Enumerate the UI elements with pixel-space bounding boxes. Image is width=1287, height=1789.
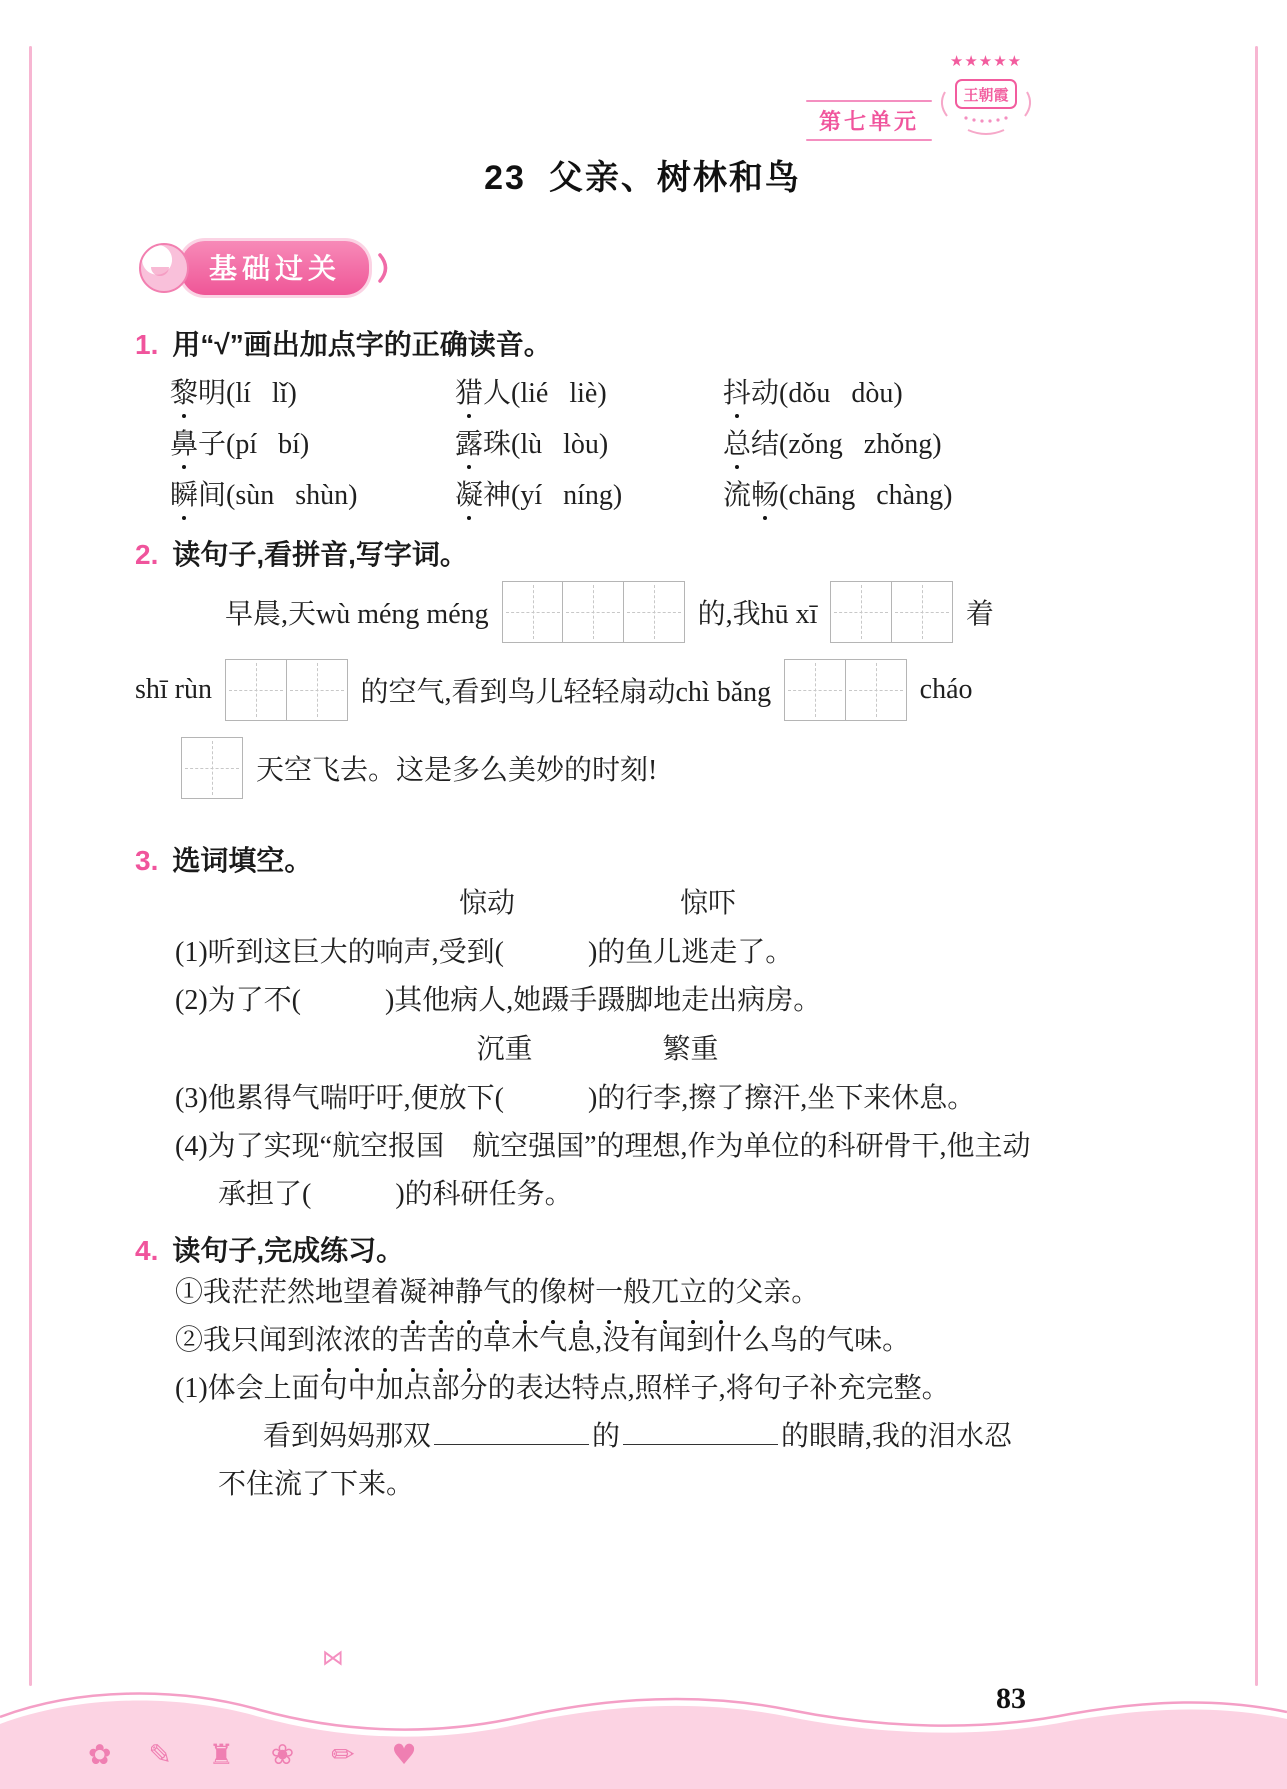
dotted-text: 鼻 [170,429,199,460]
q1-item [723,479,1150,513]
writing-boxes[interactable] [830,581,953,643]
footer-wave [0,1669,1287,1789]
dotted-text: 猎 [455,378,484,409]
q1-item [170,428,455,462]
question-3 [135,839,1150,1219]
q4-completion-line [263,1413,1150,1461]
answer-blank[interactable] [434,1416,589,1445]
question-1-head [135,323,1150,363]
writing-cell[interactable] [830,581,892,643]
q3-line: (2)为了不( )其他病人,她蹑手蹑脚地走出病房。 [175,985,822,1016]
dotted-text: 凝神静气的像树一般兀立的 [399,1277,735,1308]
writing-boxes[interactable] [784,659,907,721]
writing-cell[interactable] [891,581,953,643]
text-run: 看到妈妈那双 [263,1421,432,1452]
writing-cell[interactable] [181,737,243,799]
word-option: 沉重 [476,1034,533,1065]
q1-item [723,428,1150,462]
section-badge: 基础过关 [181,241,369,295]
question-2-title: 读句子,看拼音,写字词。 [172,539,468,570]
question-2-head [135,533,1150,573]
q1-item [723,377,1150,411]
writing-cell[interactable] [286,659,348,721]
writing-boxes[interactable] [502,581,685,643]
stamp-ribbon-icon [968,130,1004,134]
answer-blank[interactable] [623,1416,778,1445]
unit-label [806,100,932,141]
question-3-title: 选词填空。 [172,845,313,876]
writing-cell[interactable] [784,659,846,721]
q2-line [175,729,1150,807]
q3-line: (4)为了实现“航空报国 航空强国”的理想,作为单位的科研骨干,他主动 [175,1131,1031,1162]
dotted-text: 瞬 [170,480,199,511]
q2-line [225,573,1150,651]
bow-icon: ⋈ [322,1646,344,1671]
section-header [139,243,1150,293]
stamp-stars-icon: ★★★★★ [949,54,1023,70]
text-run: 子(pí bí) [198,429,310,460]
text-run: 草木气息,没有闻到什么鸟的气味。 [483,1325,911,1356]
text-run: 早晨,天wù méng méng [225,599,496,630]
question-4-number: 4. [135,1235,159,1266]
text-run: 动(dǒu dòu) [751,378,903,409]
q4-completion-line-2 [218,1461,1150,1509]
text-run: 的眼睛,我的泪水忍 [781,1421,1013,1452]
text-run: cháo [912,674,973,705]
text-run: (chāng chàng) [779,480,953,511]
stamp-name: 王朝霞 [963,87,1009,104]
writing-boxes[interactable] [225,659,348,721]
q1-item [455,479,723,513]
page-title: 23 父亲、树林和鸟 [484,159,801,197]
text-run: 的 [592,1421,621,1452]
q1-item [455,377,723,411]
text-run: 明(lí lǐ) [198,378,297,409]
question-1-grid [170,377,1150,513]
q1-item [455,428,723,462]
writing-cell[interactable] [623,581,685,643]
question-3-number: 3. [135,845,159,876]
dotted-text: 浓浓的苦苦的 [315,1325,483,1356]
writing-boxes[interactable] [181,737,243,799]
q2-line [135,651,1150,729]
text-run: 的,我hū xī [690,599,825,630]
dotted-text: 总 [723,429,752,460]
stamp-flourish-left-icon [942,92,947,116]
question-3-head [135,839,1150,879]
question-4 [135,1229,1150,1509]
text-run: 间(sùn shùn) [198,480,358,511]
text-run: 的空气,看到鸟儿轻轻扇动chì bǎng [353,677,779,708]
text-run: 不住流了下来。 [218,1469,415,1500]
text-run: 神(yí níng) [483,480,623,511]
text-run: 天空飞去。这是多么美妙的时刻! [249,755,658,786]
q3-line: 承担了( )的科研任务。 [218,1179,573,1210]
writing-cell[interactable] [502,581,564,643]
word-options [90,883,1105,925]
section-tail-icon [377,252,393,284]
text-run: ②我只闻到 [175,1325,316,1356]
text-run: (1)体会上面句中加点部分的表达特点,照样子,将句子补充完整。 [175,1373,950,1404]
footer-doodles-icon: ✿ ✎ ♜ ❀ ✏ ♥ [88,1738,431,1771]
q3-line: (3)他累得气喘吁吁,便放下( )的行李,擦了擦汗,坐下来休息。 [175,1083,976,1114]
text-run: 父亲。 [735,1277,820,1308]
question-2 [135,533,1150,807]
question-2-number: 2. [135,539,159,570]
dotted-text: 黎 [170,378,199,409]
section-mascot-icon [139,243,189,293]
word-option: 惊吓 [680,888,737,919]
stamp-flourish-right-icon [1025,92,1030,116]
dotted-text: 畅 [751,480,780,511]
writing-cell[interactable] [845,659,907,721]
text-run: 珠(lù lòu) [483,429,609,460]
text-run: 流 [723,480,752,511]
q4-sentence-2 [175,1317,1150,1365]
writing-cell[interactable] [225,659,287,721]
page-number: 83 [996,1682,1026,1715]
dotted-text: 露 [455,429,484,460]
page-frame-left [29,46,32,1686]
q4-subquestion [175,1365,1150,1413]
page-frame-right [1255,46,1258,1686]
dotted-text: 抖 [723,378,752,409]
question-1-title: 用“√”画出加点字的正确读音。 [172,329,552,360]
question-4-head [135,1229,1150,1269]
word-option: 繁重 [662,1034,719,1065]
unit-label-text: 第七单元 [818,109,919,134]
brand-stamp [936,44,1036,152]
q3-line: (1)听到这巨大的响声,受到( )的鱼儿逃走了。 [175,937,794,968]
text-run: 结(zǒng zhǒng) [751,429,942,460]
question-1 [135,323,1150,513]
unit-rule-bottom [806,139,932,141]
writing-cell[interactable] [562,581,624,643]
word-option: 惊动 [458,888,515,919]
word-options [90,1029,1105,1071]
text-run: 着 [958,599,994,630]
text-run: shī rùn [135,674,219,705]
question-4-title: 读句子,完成练习。 [172,1235,405,1266]
q1-item [170,479,455,513]
text-run: ①我茫茫然地望着 [175,1277,400,1308]
q4-sentence-1 [175,1269,1150,1317]
question-1-number: 1. [135,329,159,360]
q1-item [170,377,455,411]
dotted-text: 凝 [455,480,484,511]
text-run: 人(lié liè) [483,378,607,409]
